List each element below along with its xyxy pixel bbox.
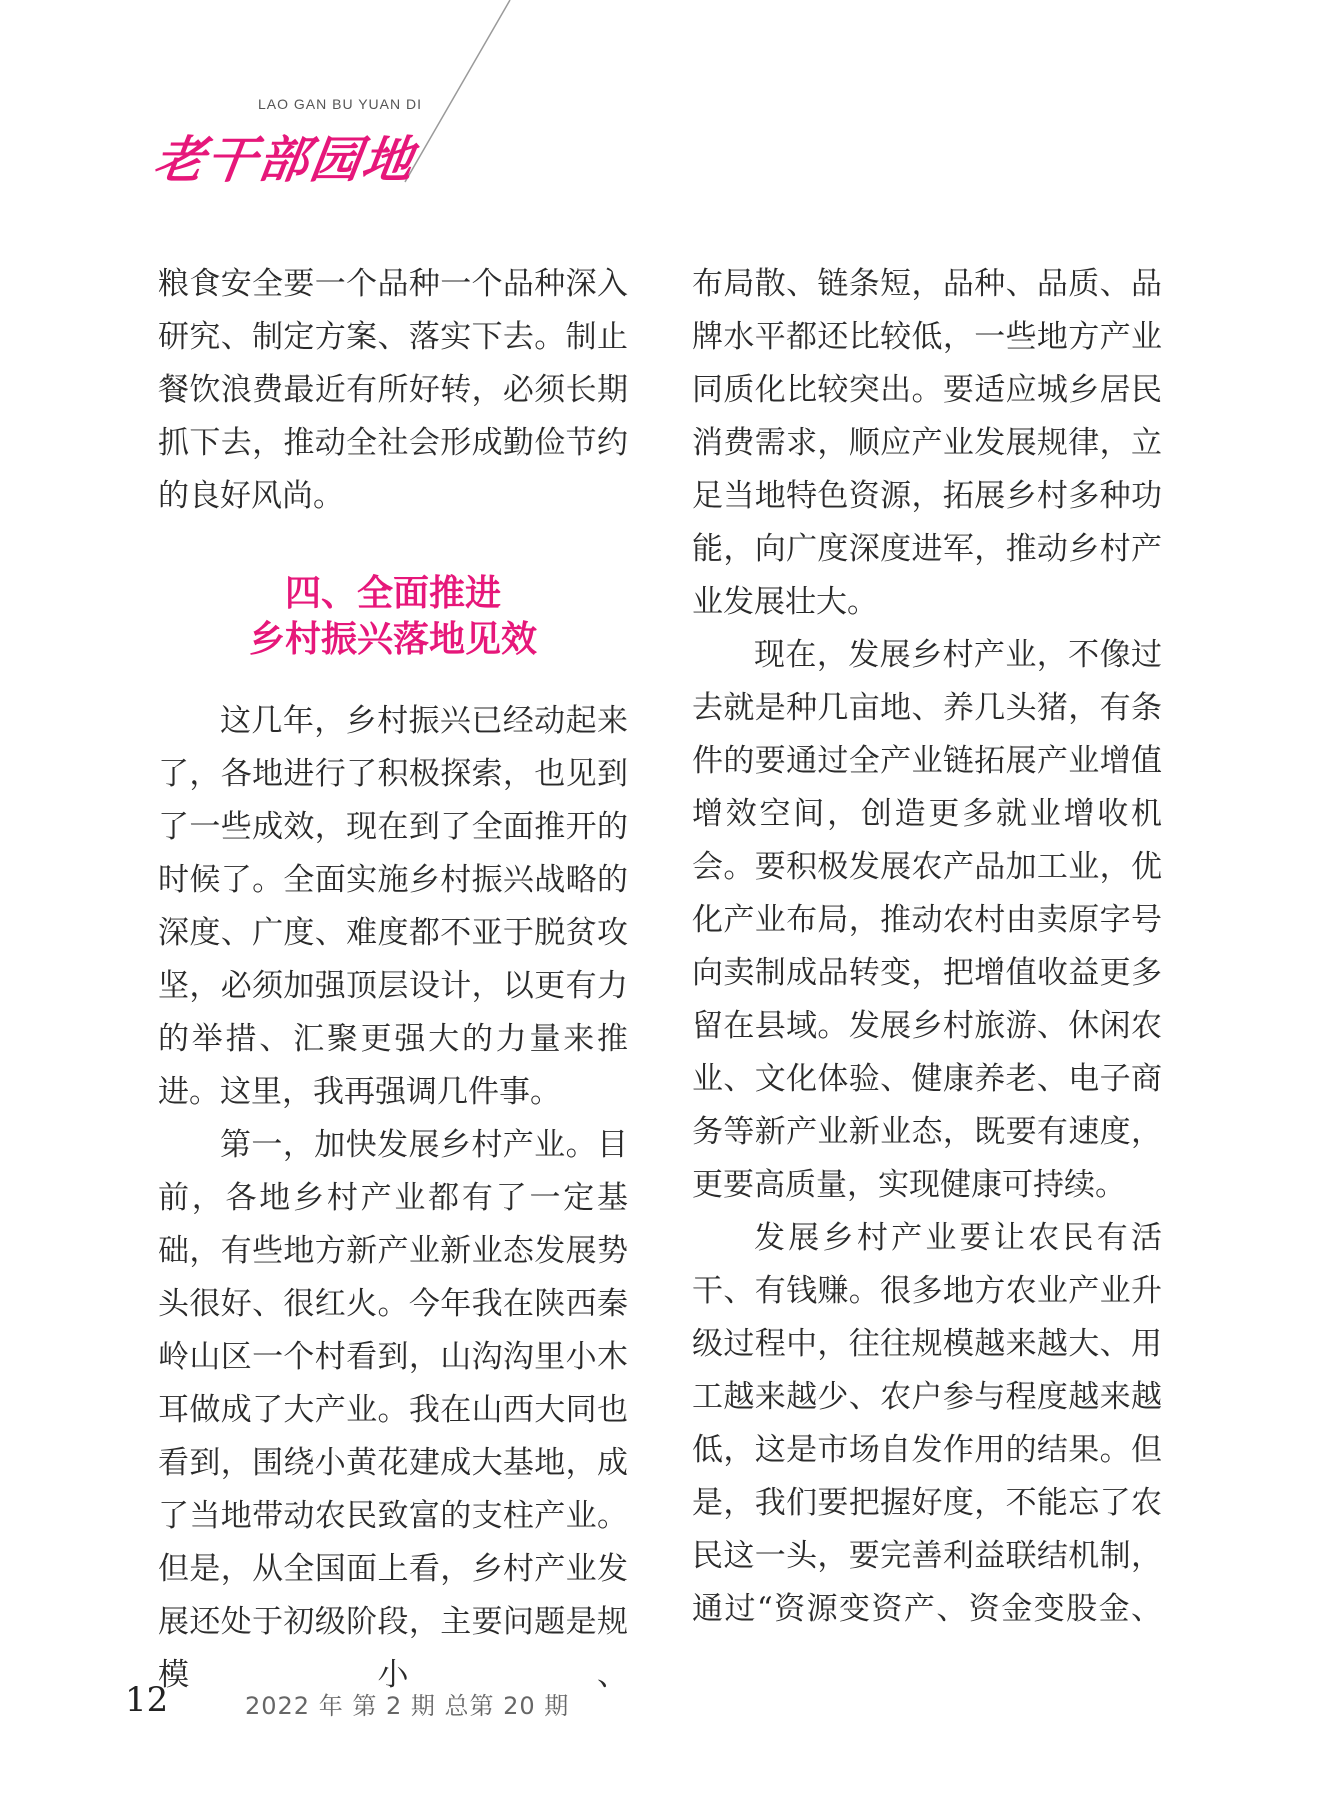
logo-title: 老干部园地: [150, 131, 419, 189]
issue-info: 2022 年 第 2 期 总第 20 期: [245, 1692, 570, 1720]
paragraph: 现在，发展乡村产业，不像过去就是种几亩地、养几头猪，有条件的要通过全产业链拓展产业增值增效空间，创造更多就业增收机会。要积极发展农产品加工业，优化产业布局，推动农村由卖原字号向卖制成品转变，把增值收益更多留在县域。发展乡村旅游、休闲农业、文化体验、健康养老、电子商务等新产业新业态，既要有速度，更要高质量，实现健康可持续。: [692, 637, 1162, 1203]
paragraph: 这几年，乡村振兴已经动起来了，各地进行了积极探索，也见到了一些成效，现在到了全面推开的时候了。全面实施乡村振兴战略的深度、广度、难度都不亚于脱贫攻坚，必须加强顶层设计，以更有力的举措、汇聚更强大的力量来推进。这里，我再强调几件事。: [158, 703, 628, 1110]
left-column: [158, 258, 628, 1702]
paragraph: 第一，加快发展乡村产业。目前，各地乡村产业都有了一定基础，有些地方新产业新业态发展势头很好、很红火。今年我在陕西秦岭山区一个村看到，山沟沟里小木耳做成了大产业。我在山西大同也看到，围绕小黄花建成大基地，成了当地带动农民致富的支柱产业。但是，从全国面上看，乡村产业发展还处于初级阶段，主要问题是规模小、: [158, 1127, 628, 1693]
right-column: [692, 258, 1162, 1636]
section-heading-line2: 乡村振兴落地见效: [248, 619, 537, 660]
section-heading-line1: 四、全面推进: [284, 573, 501, 614]
paragraph: 发展乡村产业要让农民有活干、有钱赚。很多地方农业产业升级过程中，往往规模越来越大、用工越来越少、农户参与程度越来越低，这是市场自发作用的结果。但是，我们要把握好度，不能忘了农民这一头，要完善利益联结机制，通过“资源变资产、资金变股金、: [692, 1220, 1162, 1627]
diagonal-rule: [405, 0, 510, 182]
paragraph: 布局散、链条短，品种、品质、品牌水平都还比较低，一些地方产业同质化比较突出。要适应城乡居民消费需求，顺应产业发展规律，立足当地特色资源，拓展乡村多种功能，向广度深度进军，推动乡村产业发展壮大。: [692, 266, 1162, 620]
page-number: 12: [125, 1680, 169, 1720]
logo-pinyin: LAO GAN BU YUAN DI: [258, 96, 423, 112]
section-heading: [158, 571, 628, 663]
intro-paragraph: 粮食安全要一个品种一个品种深入研究、制定方案、落实下去。制止餐饮浪费最近有所好转，必须长期抓下去，推动全社会形成勤俭节约的良好风尚。: [158, 266, 628, 514]
